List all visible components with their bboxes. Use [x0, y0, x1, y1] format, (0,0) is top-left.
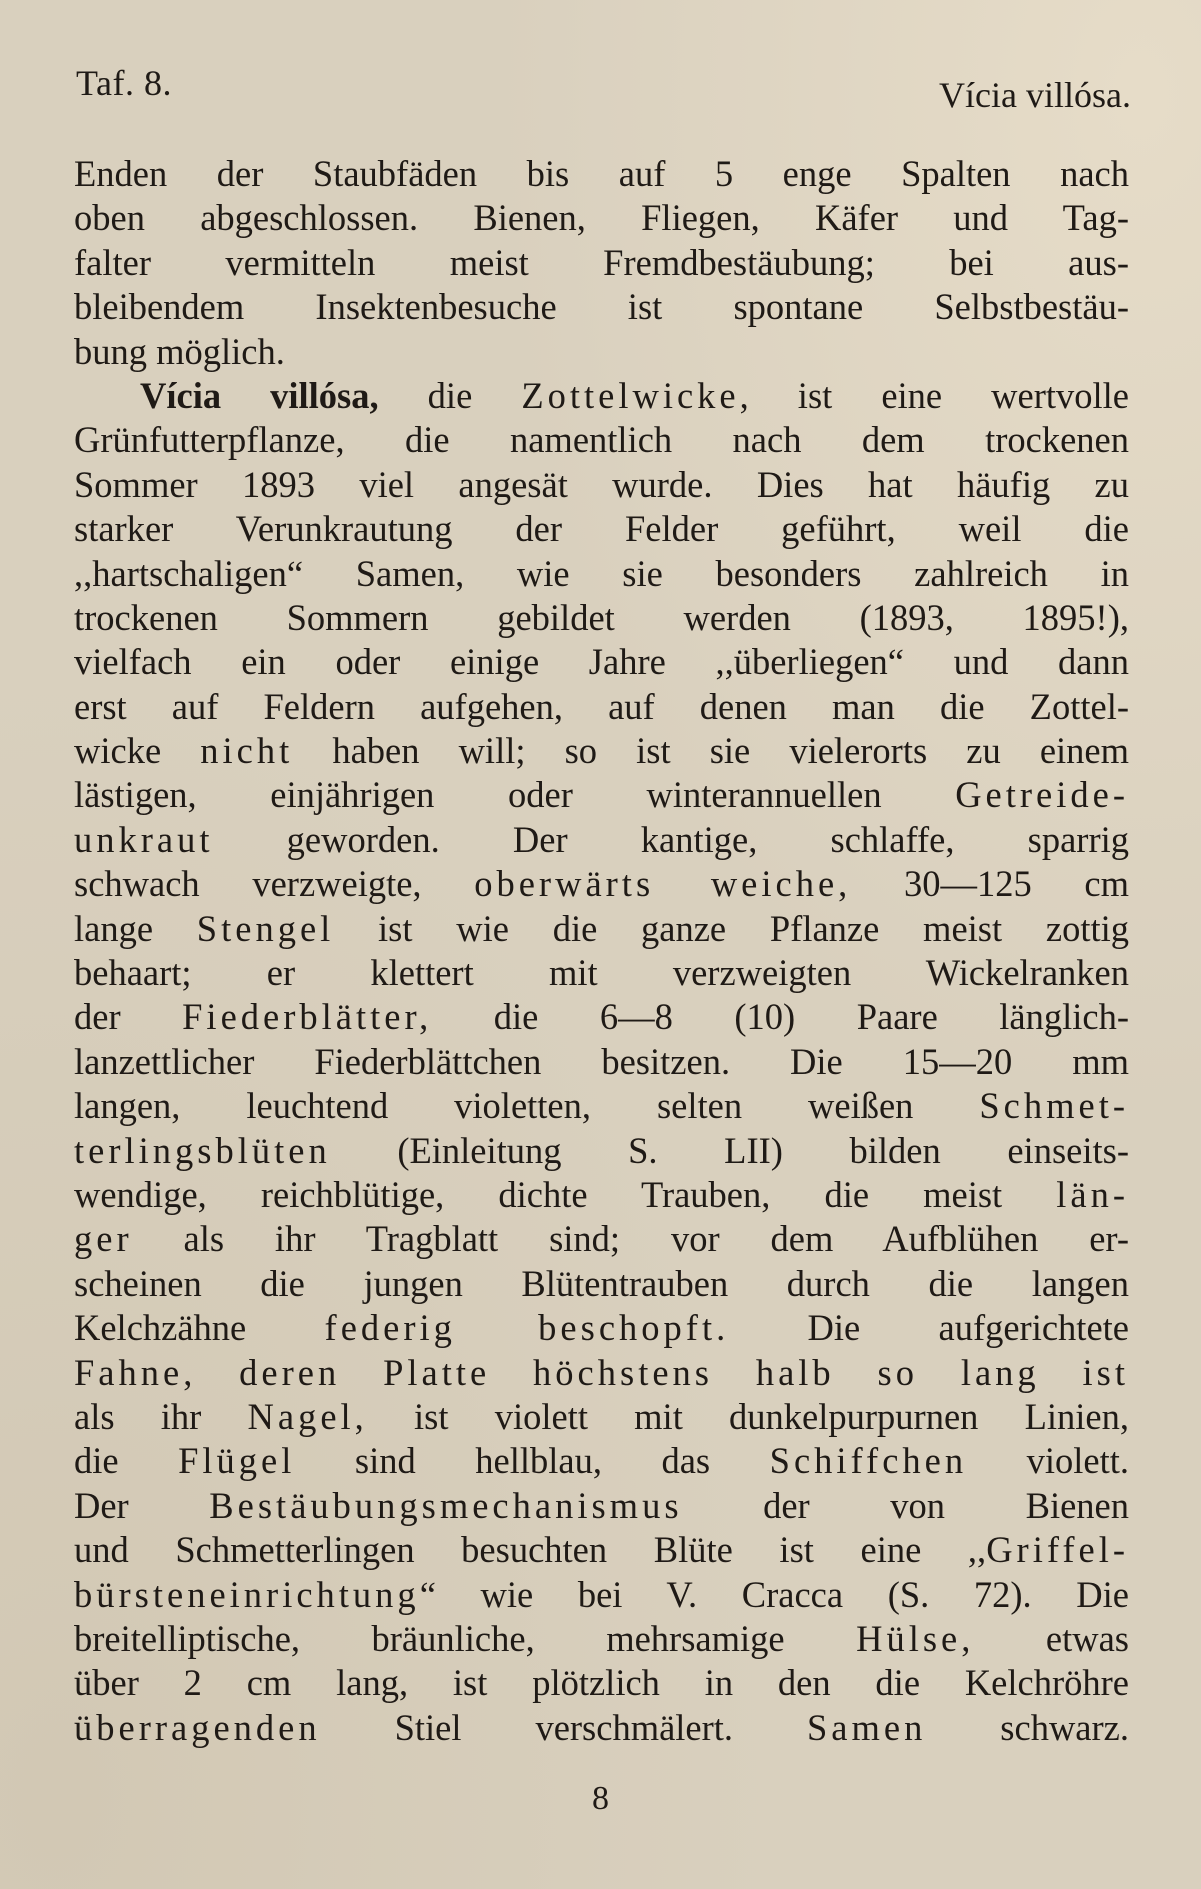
text-line: terlingsblüten (Einleitung S. LII) bilden einseits- [74, 1129, 1129, 1171]
text-line: behaart; er klettert mit verzweigten Wickelranken [74, 952, 1129, 994]
text-line: lange Stengel ist wie die ganze Pflanze meist zottig [74, 907, 1130, 949]
species-name: Vícia villósa, [140, 374, 379, 416]
text-line: vielfach ein oder einige Jahre ,,überliegen“ und dann [74, 641, 1129, 683]
body-text [74, 152, 1129, 1750]
text-line: wendige, reichblütige, dichte Trauben, die meist län- [74, 1173, 1129, 1215]
text-line: bürsteneinrichtung“ wie bei V. Cracca (S. 72). Die [74, 1573, 1129, 1615]
text-line: schwach verzweigte, oberwärts weiche, 30—125 cm [74, 863, 1129, 905]
text-line: bleibendem Insektenbesuche ist spontane Selbstbestäu- [74, 286, 1129, 328]
text-line: Grünfutterpflanze, die namentlich nach dem trockenen [74, 419, 1129, 461]
text-line: breitelliptische, bräunliche, mehrsamige Hülse, etwas [74, 1617, 1129, 1659]
text-line: Kelchzähne federig beschopft. Die aufgerichtete [74, 1307, 1129, 1349]
text-line: unkraut geworden. Der kantige, schlaffe, sparrig [74, 818, 1129, 860]
text-line: über 2 cm lang, ist plötzlich in den die Kelchröhre [74, 1662, 1129, 1704]
text-line: ger als ihr Tragblatt sind; vor dem Aufblühen er- [74, 1218, 1129, 1260]
text-line: erst auf Feldern aufgehen, auf denen man die Zottel- [74, 685, 1129, 727]
text-line: Fahne, deren Platte höchstens halb so lang ist [74, 1351, 1129, 1393]
text-line: Enden der Staubfäden bis auf 5 enge Spalten nach [74, 153, 1129, 194]
running-header [76, 62, 1131, 115]
text-line: lanzettlicher Fiederblättchen besitzen. Die 15—20 mm [74, 1040, 1129, 1082]
text-line: scheinen die jungen Blütentrauben durch die langen [74, 1262, 1129, 1304]
species-title: Vícia villósa. [939, 75, 1131, 115]
text-line: oben abgeschlossen. Bienen, Fliegen, Käfer und Tag- [74, 197, 1129, 239]
text-line: langen, leuchtend violetten, selten weißen Schmet- [74, 1085, 1129, 1127]
text-line: falter vermitteln meist Fremdbestäubung; bei aus- [74, 241, 1129, 283]
text-line: ,,hartschaligen“ Samen, wie sie besonders zahlreich in [74, 552, 1129, 594]
text-line: lästigen, einjährigen oder winterannuellen Getreide- [74, 774, 1129, 816]
text-line: die Flügel sind hellblau, das Schiffchen violett. [74, 1440, 1130, 1482]
text-line: überragenden Stiel verschmälert. Samen schwarz. [74, 1706, 1129, 1748]
common-name: Zottelwicke [521, 374, 740, 416]
text-line: trockenen Sommern gebildet werden (1893, 1895!), [74, 596, 1129, 638]
plate-number: Taf. 8. [76, 63, 172, 103]
page-number: 8 [592, 1780, 609, 1817]
text-line: der Fiederblätter, die 6—8 (10) Paare länglich- [74, 996, 1130, 1038]
text-line: bung möglich. [74, 330, 285, 372]
text-line: Vícia villósa, die Zottelwicke, ist eine wertvolle [140, 374, 1129, 416]
text-line: Sommer 1893 viel angesät wurde. Dies hat häufig zu [74, 463, 1129, 505]
text-line: Der Bestäubungsmechanismus der von Bienen [74, 1484, 1129, 1526]
text-line: und Schmetterlingen besuchten Blüte ist eine ,,Griffel- [74, 1529, 1129, 1571]
text-line: als ihr Nagel, ist violett mit dunkelpurpurnen Linien, [74, 1395, 1130, 1437]
text-line: starker Verunkrautung der Felder geführt, weil die [74, 508, 1129, 550]
text-line: wicke nicht haben will; so ist sie vielerorts zu einem [74, 730, 1130, 772]
